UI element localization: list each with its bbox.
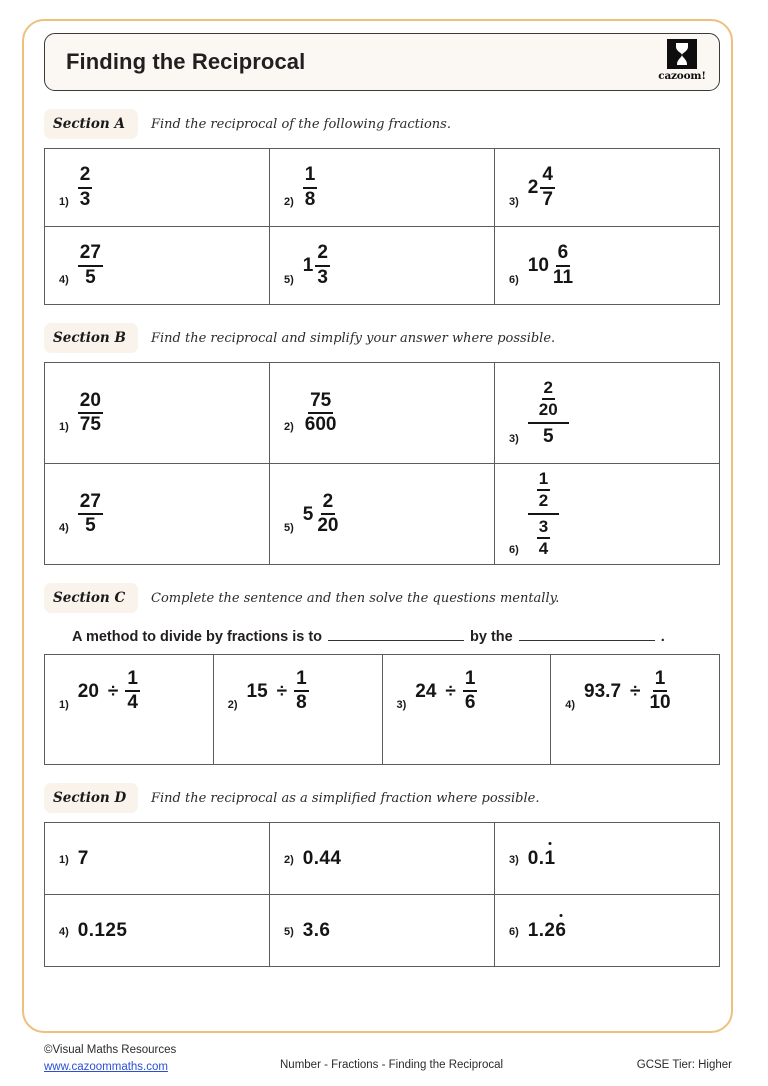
question-number: 1) bbox=[59, 421, 69, 434]
fraction-numerator: 75 bbox=[308, 391, 333, 414]
question-number: 2) bbox=[284, 854, 294, 866]
question-cell-c2[interactable] bbox=[213, 655, 382, 765]
question-table-a bbox=[44, 148, 720, 305]
copyright-text: ©Visual Maths Resources bbox=[44, 1044, 177, 1056]
question-cell-b5[interactable] bbox=[270, 464, 495, 565]
question-table-c bbox=[44, 654, 720, 765]
whole-number: 10 bbox=[527, 255, 549, 276]
cazoom-wordmark: cazoom! bbox=[658, 70, 706, 82]
question-cell-b4[interactable] bbox=[45, 464, 270, 565]
fraction-numerator: 1 bbox=[125, 669, 140, 692]
whole-number: 5 bbox=[302, 503, 314, 525]
section-header-b bbox=[44, 323, 720, 353]
fraction-numerator: 4 bbox=[540, 165, 555, 188]
question-number: 4) bbox=[59, 522, 69, 535]
question-expression bbox=[584, 669, 673, 713]
question-number: 5) bbox=[284, 926, 294, 938]
question-cell-d5[interactable] bbox=[270, 895, 495, 967]
question-expression bbox=[528, 165, 555, 209]
question-number: 3) bbox=[509, 854, 519, 866]
fraction-denominator: 3 bbox=[79, 188, 91, 210]
question-cell-a1[interactable] bbox=[45, 149, 270, 227]
question-value: 0.44 bbox=[302, 848, 342, 869]
question-number: 2) bbox=[227, 699, 238, 712]
question-expression bbox=[415, 669, 477, 713]
section-label-b: Section B bbox=[44, 323, 138, 353]
fraction-denominator: 8 bbox=[304, 188, 316, 210]
question-number: 1) bbox=[59, 195, 69, 208]
question-number: 5) bbox=[284, 273, 294, 286]
question-expression bbox=[528, 243, 575, 287]
question-cell-a4[interactable] bbox=[45, 227, 270, 305]
fraction-denominator: 11 bbox=[552, 266, 574, 288]
dividend: 15 bbox=[246, 680, 268, 702]
complex-fraction bbox=[528, 379, 569, 447]
question-value: 7 bbox=[77, 848, 89, 869]
fraction-numerator: 20 bbox=[78, 391, 103, 414]
question-number: 2) bbox=[284, 195, 294, 208]
divide-icon: ÷ bbox=[276, 680, 288, 702]
sentence-part-1: A method to divide by fractions is to bbox=[72, 629, 323, 645]
question-cell-b2[interactable] bbox=[270, 363, 495, 464]
question-cell-a3[interactable] bbox=[495, 149, 720, 227]
question-table-b bbox=[44, 362, 720, 565]
fraction-numerator: 1 bbox=[537, 470, 550, 491]
question-number: 6) bbox=[509, 544, 519, 557]
table-row bbox=[45, 895, 720, 967]
question-expression bbox=[528, 379, 569, 447]
fraction-denominator: 3 bbox=[317, 266, 328, 288]
fraction-numerator: 27 bbox=[78, 243, 103, 266]
question-expression bbox=[78, 391, 103, 435]
recurring-digit: 6 bbox=[555, 920, 567, 941]
question-value: 1.2 6 bbox=[527, 920, 567, 941]
section-description-d: Find the reciprocal as a simplified fraction where possible. bbox=[151, 790, 540, 806]
question-cell-d4[interactable] bbox=[45, 895, 270, 967]
cazoom-logo bbox=[654, 39, 710, 87]
worksheet-content bbox=[44, 33, 720, 967]
question-cell-a6[interactable] bbox=[495, 227, 720, 305]
section-header-a bbox=[44, 109, 720, 139]
question-expression bbox=[303, 492, 341, 536]
fraction-numerator: 1 bbox=[303, 165, 318, 188]
fraction-numerator: 2 bbox=[542, 379, 555, 400]
fraction-denominator: 10 bbox=[649, 692, 671, 714]
question-cell-a2[interactable] bbox=[270, 149, 495, 227]
blank-input-2[interactable] bbox=[519, 640, 655, 641]
divide-icon: ÷ bbox=[630, 680, 641, 702]
sentence-part-3: . bbox=[660, 629, 665, 645]
question-expression bbox=[303, 391, 339, 435]
divide-icon: ÷ bbox=[107, 680, 119, 702]
fraction-denominator: 2 bbox=[538, 490, 549, 510]
cazoom-hourglass-icon bbox=[667, 39, 697, 69]
question-number: 1) bbox=[59, 854, 69, 866]
question-value: 0.125 bbox=[77, 920, 128, 941]
question-cell-c1[interactable] bbox=[45, 655, 214, 765]
fraction-denominator: 7 bbox=[542, 188, 553, 210]
fraction-numerator: 3 bbox=[537, 518, 550, 539]
question-cell-b6[interactable] bbox=[495, 464, 720, 565]
fraction-numerator: 2 bbox=[315, 243, 330, 266]
question-cell-b3[interactable] bbox=[495, 363, 720, 464]
complex-fraction-denominator: 5 bbox=[542, 425, 554, 447]
question-number: 5) bbox=[284, 522, 294, 535]
question-number: 2) bbox=[284, 421, 294, 434]
recurring-digit: 1 bbox=[544, 848, 556, 869]
section-description-c: Complete the sentence and then solve the questions mentally. bbox=[151, 590, 560, 606]
complex-fraction-numerator bbox=[528, 379, 569, 424]
fraction-numerator: 1 bbox=[463, 669, 478, 692]
section-header-c bbox=[44, 583, 720, 613]
question-cell-d6[interactable] bbox=[495, 895, 720, 967]
dividend: 93.7 bbox=[584, 680, 622, 702]
fraction-denominator: 75 bbox=[79, 414, 101, 435]
question-value: 3.6 bbox=[302, 920, 331, 941]
complex-fraction bbox=[528, 470, 559, 558]
fraction-denominator: 20 bbox=[317, 515, 339, 536]
question-value: 0. 1 bbox=[527, 848, 556, 869]
section-label-a: Section A bbox=[44, 109, 138, 139]
website-link[interactable]: www.cazoommaths.com bbox=[44, 1060, 168, 1073]
fraction-denominator: 5 bbox=[85, 515, 96, 536]
question-expression bbox=[78, 243, 103, 287]
question-number: 3) bbox=[509, 433, 519, 446]
dividend: 20 bbox=[77, 680, 99, 702]
complex-fraction-numerator bbox=[528, 470, 559, 515]
dividend: 24 bbox=[415, 680, 437, 702]
question-cell-c4[interactable] bbox=[551, 655, 720, 765]
fraction-denominator: 6 bbox=[464, 692, 476, 714]
section-description-a: Find the reciprocal of the following fractions. bbox=[151, 116, 451, 132]
question-number: 4) bbox=[59, 273, 69, 286]
fraction-numerator: 1 bbox=[294, 669, 309, 692]
whole-number: 1 bbox=[302, 255, 314, 276]
blank-input-1[interactable] bbox=[328, 640, 464, 641]
question-expression bbox=[303, 165, 318, 209]
question-cell-b1[interactable] bbox=[45, 363, 270, 464]
section-label-d: Section D bbox=[44, 783, 138, 813]
question-expression bbox=[78, 492, 103, 536]
fill-in-the-blank-sentence bbox=[72, 629, 720, 645]
question-cell-d2[interactable] bbox=[270, 823, 495, 895]
fraction-numerator: 1 bbox=[653, 669, 668, 692]
fraction-denominator: 600 bbox=[304, 414, 337, 435]
question-number: 6) bbox=[509, 926, 519, 938]
fraction-denominator: 8 bbox=[296, 692, 307, 714]
worksheet-title-bar bbox=[44, 33, 720, 91]
fraction-numerator: 2 bbox=[78, 165, 93, 188]
footer-tier: GCSE Tier: Higher bbox=[636, 1059, 732, 1071]
table-row bbox=[45, 227, 720, 305]
fraction-numerator: 2 bbox=[321, 492, 336, 515]
section-label-c: Section C bbox=[44, 583, 138, 613]
table-row bbox=[45, 464, 720, 565]
question-cell-c3[interactable] bbox=[382, 655, 551, 765]
question-number: 3) bbox=[509, 195, 519, 208]
question-number: 4) bbox=[565, 699, 576, 712]
question-expression bbox=[528, 470, 559, 558]
complex-fraction-denominator bbox=[528, 515, 559, 558]
sentence-part-2: by the bbox=[470, 629, 513, 645]
table-row bbox=[45, 655, 720, 765]
question-cell-d1[interactable] bbox=[45, 823, 270, 895]
table-row bbox=[45, 363, 720, 464]
table-row bbox=[45, 823, 720, 895]
fraction-denominator: 20 bbox=[538, 399, 558, 419]
question-expression bbox=[247, 669, 309, 713]
fraction-numerator: 27 bbox=[78, 492, 103, 515]
question-expression bbox=[303, 243, 330, 287]
question-expression bbox=[78, 669, 140, 713]
question-cell-d3[interactable] bbox=[495, 823, 720, 895]
question-number: 4) bbox=[59, 926, 69, 938]
section-description-b: Find the reciprocal and simplify your answer where possible. bbox=[151, 330, 556, 346]
question-cell-a5[interactable] bbox=[270, 227, 495, 305]
question-number: 6) bbox=[509, 273, 519, 286]
question-expression bbox=[78, 165, 93, 209]
footer-breadcrumb: Number - Fractions - Finding the Reciprocal bbox=[280, 1059, 504, 1071]
fraction-denominator: 4 bbox=[538, 539, 549, 559]
divide-icon: ÷ bbox=[445, 680, 456, 702]
section-header-d bbox=[44, 783, 720, 813]
question-number: 1) bbox=[59, 699, 69, 712]
table-row bbox=[45, 149, 720, 227]
fraction-numerator: 6 bbox=[556, 243, 571, 266]
question-table-d bbox=[44, 822, 720, 967]
fraction-denominator: 4 bbox=[127, 692, 138, 714]
question-number: 3) bbox=[396, 699, 407, 712]
whole-number: 2 bbox=[527, 177, 539, 198]
page-title: Finding the Reciprocal bbox=[66, 49, 306, 74]
footer-credits bbox=[44, 1042, 176, 1075]
fraction-denominator: 5 bbox=[85, 266, 96, 288]
